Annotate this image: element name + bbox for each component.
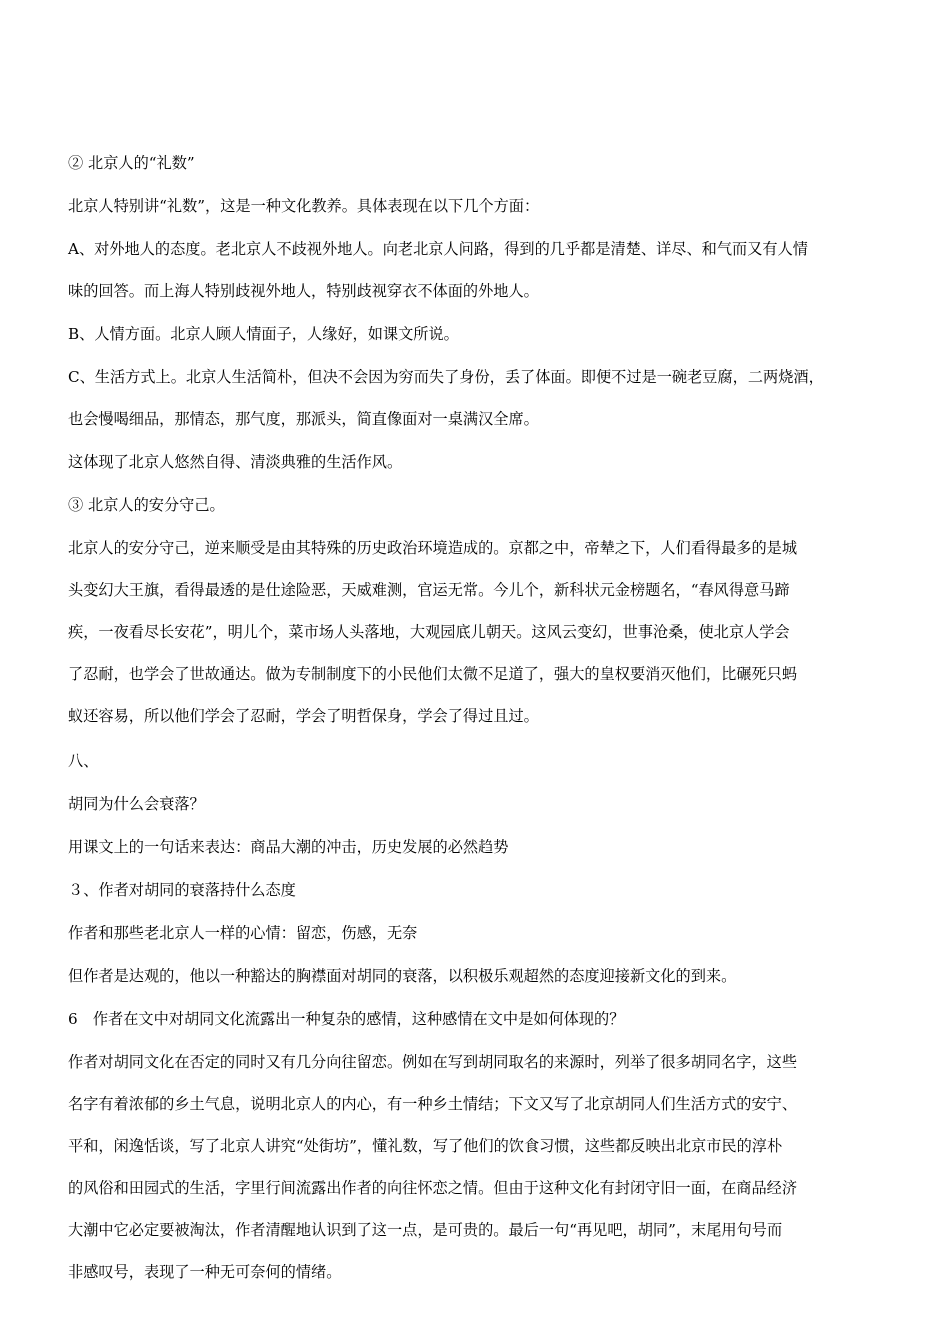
paragraph-dutiful-body (68, 527, 888, 737)
paragraph-summary (68, 441, 888, 483)
section-eight (68, 740, 888, 782)
text-line: B、人情方面。北京人顾人情面子，人缘好，如课文所说。 (68, 325, 459, 343)
text-line: 用课文上的一句话来表达：商品大潮的冲击，历史发展的必然趋势 (68, 838, 509, 856)
text-line: 味的回答。而上海人特别歧视外地人，特别歧视穿衣不体面的外地人。 (68, 282, 539, 300)
text-line: 平和，闲逸恬谈，写了北京人讲究“处街坊”，懂礼数，写了他们的饮食习惯，这些都反映出北京市民的淳朴 (68, 1137, 783, 1155)
text-line: 了忍耐，也学会了世故通达。做为专制制度下的小民他们太微不足道了，强大的皇权要消灭他们，比碾死只蚂 (68, 665, 797, 683)
text-line: ３、作者对胡同的衰落持什么态度 (68, 881, 296, 899)
text-line: C、生活方式上。北京人生活简朴，但决不会因为穷而失了身份，丢了体面。即便不过是一碗老豆腐，二两烧酒， (68, 368, 824, 386)
answer-six (68, 1041, 888, 1293)
answer-attitude-1 (68, 912, 888, 954)
text-line: 作者和那些老北京人一样的心情：留恋，伤感，无奈 (68, 924, 418, 942)
text-line: 的风俗和田园式的生活，字里行间流露出作者的向往怀恋之情。但由于这种文化有封闭守旧一面，在商品经济 (68, 1179, 797, 1197)
text-line: ③ 北京人的安分守己。 (68, 496, 225, 514)
text-line: 北京人的安分守己，逆来顺受是由其特殊的历史政治环境造成的。京都之中，帝辇之下，人们看得最多的是城 (68, 539, 797, 557)
text-line: 但作者是达观的，他以一种豁达的胸襟面对胡同的衰落，以积极乐观超然的态度迎接新文化的到来。 (68, 967, 737, 985)
text-line: 非感叹号，表现了一种无可奈何的情绪。 (68, 1263, 342, 1281)
question-attitude (68, 869, 888, 911)
text-line: 作者对胡同文化在否定的同时又有几分向往留恋。例如在写到胡同取名的来源时，列举了很多胡同名字，这些 (68, 1053, 797, 1071)
text-line: 头变幻大王旗，看得最透的是仕途险恶，天威难测，官运无常。今儿个，新科状元金榜题名，“春风得意马蹄 (68, 581, 790, 599)
heading-dutiful (68, 484, 888, 526)
text-line: 疾，一夜看尽长安花”，明儿个，菜市场人头落地，大观园底儿朝天。这风云变幻，世事沧桑，使北京人学会 (68, 623, 790, 641)
question-six (68, 998, 888, 1040)
text-line: 八、 (68, 752, 99, 770)
text-line: 这体现了北京人悠然自得、清淡典雅的生活作风。 (68, 453, 403, 471)
text-line: 6 作者在文中对胡同文化流露出一种复杂的感情，这种感情在文中是如何体现的？ (68, 1010, 625, 1028)
text-line: 北京人特别讲“礼数”，这是一种文化教养。具体表现在以下几个方面： (68, 197, 540, 215)
heading-rites (68, 142, 888, 184)
text-line: 名字有着浓郁的乡土气息，说明北京人的内心，有一种乡土情结；下文又写了北京胡同人们生活方式的安宁、 (68, 1095, 797, 1113)
text-line: A、对外地人的态度。老北京人不歧视外地人。向老北京人问路，得到的几乎都是清楚、详尽、和气而又有人情 (68, 240, 808, 258)
paragraph-intro (68, 185, 888, 227)
question-decline (68, 783, 888, 825)
text-line: 也会慢喝细品，那情态，那气度，那派头，简直像面对一桌满汉全席。 (68, 410, 539, 428)
text-line: 大潮中它必定要被淘汰，作者清醒地认识到了这一点，是可贵的。最后一句“再见吧，胡同”，末尾用句号而 (68, 1221, 783, 1239)
paragraph-point-a (68, 228, 888, 312)
answer-attitude-2 (68, 955, 888, 997)
text-line: ② 北京人的“礼数” (68, 154, 195, 172)
text-line: 蚁还容易，所以他们学会了忍耐，学会了明哲保身，学会了得过且过。 (68, 707, 539, 725)
answer-decline (68, 826, 888, 868)
paragraph-point-c (68, 356, 888, 440)
paragraph-point-b (68, 313, 888, 355)
text-line: 胡同为什么会衰落？ (68, 795, 205, 813)
